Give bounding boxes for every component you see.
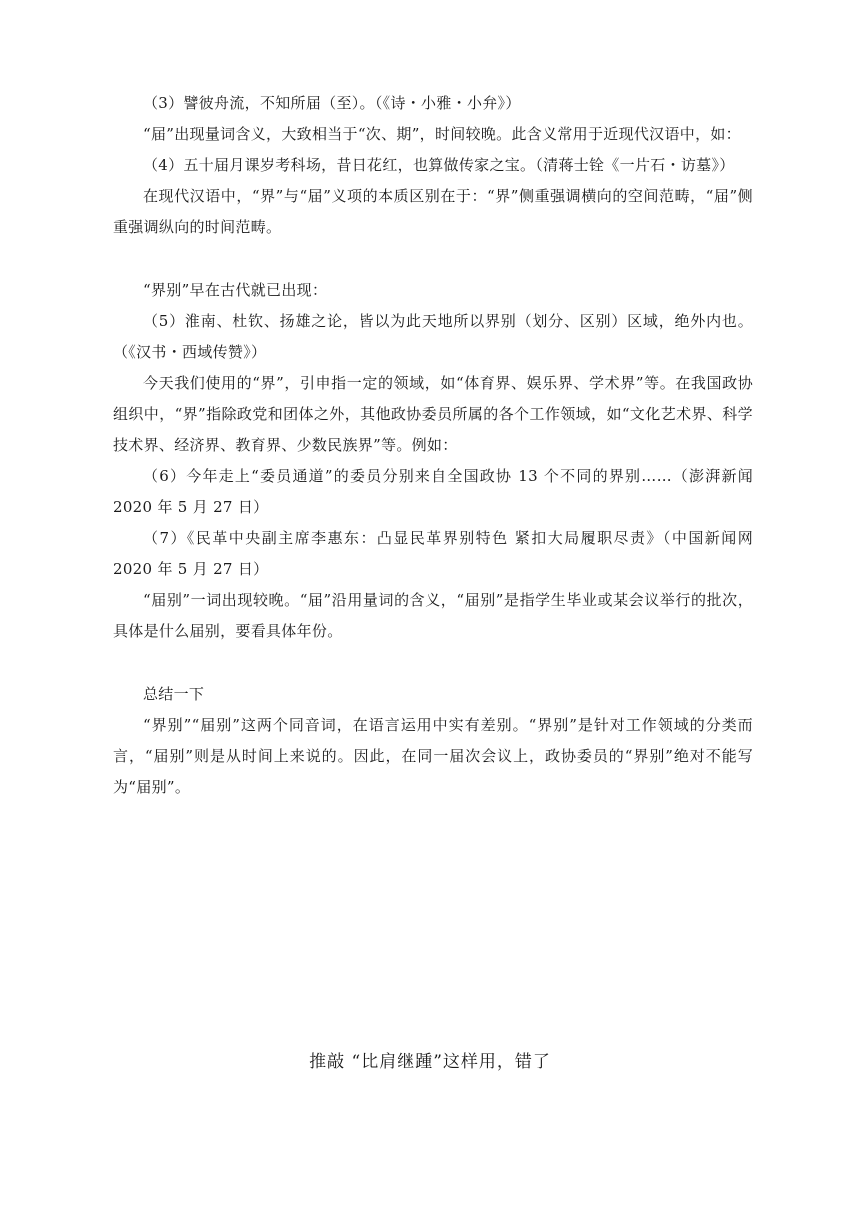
example-7: （7）《民革中央副主席李惠东：凸显民革界别特色 紧扣大局履职尽责》（中国新闻网 2020 年 5 月 27 日） [113, 529, 753, 578]
example-4: （4）五十届月课岁考科场，昔日花红，也算做传家之宝。（清蒋士铨《一片石・访墓》） [143, 156, 735, 174]
example-6: （6）今年走上“委员通道”的委员分别来自全国政协 13 个不同的界别……（澎湃新闻 2020 年 5 月 27 日） [113, 467, 753, 516]
example-3: （3）譬彼舟流，不知所届（至）。（《诗・小雅・小弁》） [143, 94, 521, 112]
paragraph-modern-distinction: 在现代汉语中，“界”与“届”义项的本质区别在于：“界”侧重强调横向的空间范畴，“届”侧重强调纵向的时间范畴。 [113, 187, 753, 236]
document-body [113, 88, 753, 803]
spacer [113, 647, 753, 679]
summary-paragraph: “界别”“届别”这两个同音词，在语言运用中实有差别。“界别”是针对工作领域的分类而言，“届别”则是从时间上来说的。因此，在同一届次会议上，政协委员的“界别”绝对不能写为“届别”。 [113, 716, 753, 796]
paragraph-quantifier-meaning: “届”出现量词含义，大致相当于“次、期”，时间较晚。此含义常用于近现代汉语中，如： [143, 125, 741, 143]
spacer [113, 243, 753, 275]
summary-label: 总结一下 [143, 685, 205, 703]
section-heading: 推敲 “比肩继踵”这样用，错了 [309, 1052, 551, 1072]
paragraph-jiebie-ancient: “界别”早在古代就已出现： [143, 281, 328, 299]
paragraph-jie-today: 今天我们使用的“界”，引申指一定的领域，如“体育界、娱乐界、学术界”等。在我国政协组织中，“界”指除政党和团体之外，其他政协委员所属的各个工作领域，如“文化艺术界、科学技术界、经济界、教育界、少数民族界”等。例如： [113, 374, 753, 454]
paragraph-jiebie-late: “届别”一词出现较晚。“届”沿用量词的含义，“届别”是指学生毕业或某会议举行的批次，具体是什么届别，要看具体年份。 [113, 591, 753, 640]
example-5: （5）淮南、杜钦、扬雄之论，皆以为此天地所以界别（划分、区别）区域，绝外内也。（《汉书・西域传赞》） [113, 312, 753, 361]
